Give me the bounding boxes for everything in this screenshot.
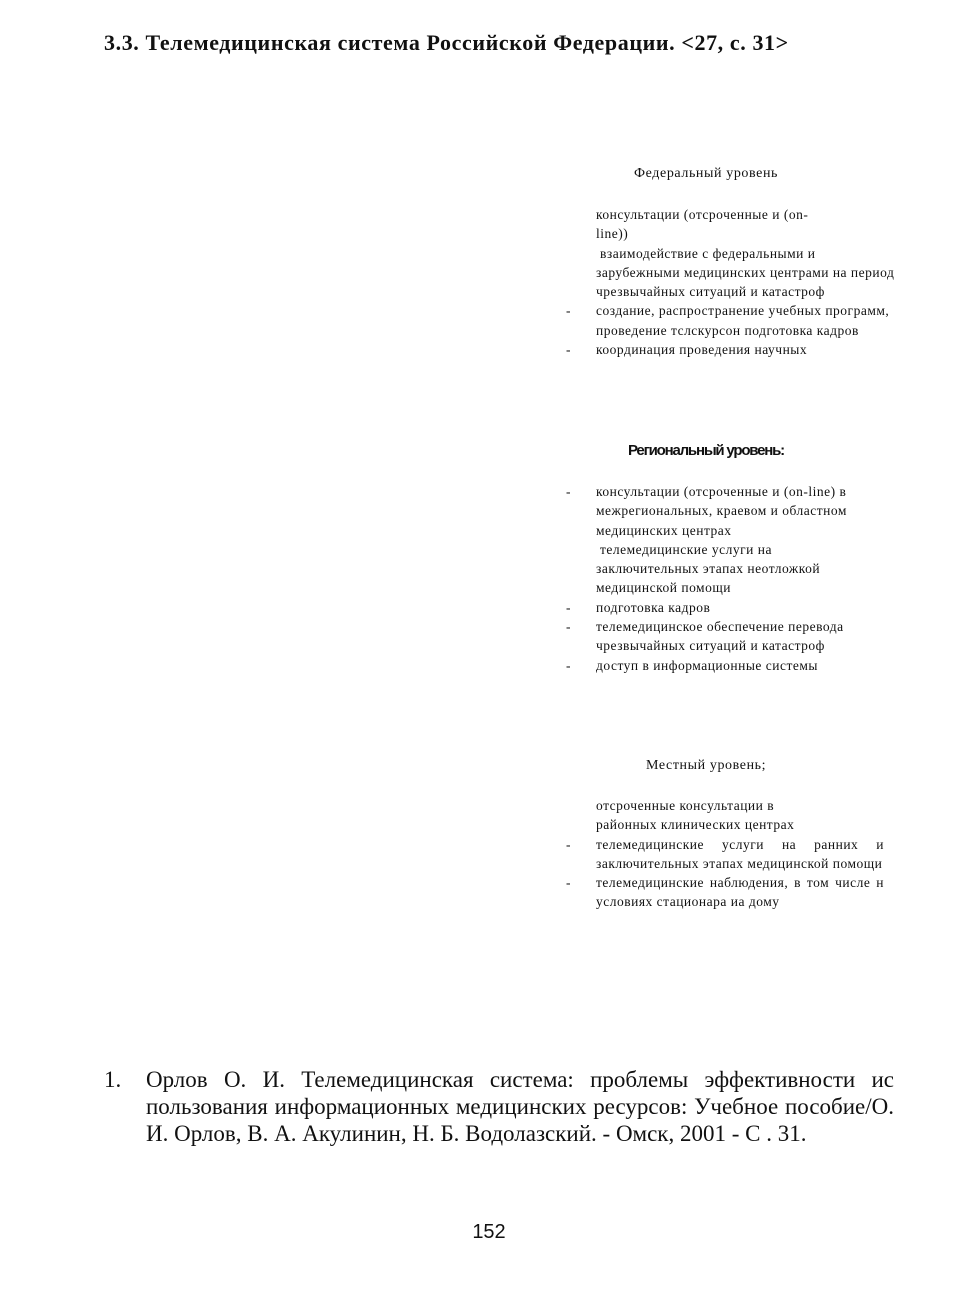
- list-dash: -: [566, 836, 571, 852]
- footnote-number: 1.: [104, 1067, 122, 1092]
- list-item-text: взаимодействие с федеральными и зарубежными медицинских центрами на период чрезвычайных ситуаций и катастроф: [596, 245, 895, 300]
- list-item-text: отсроченные консультации в районных клинических центрах: [596, 798, 795, 833]
- list-item: [566, 205, 822, 244]
- list-item: [566, 796, 828, 835]
- section-heading: 3.3. Телемедицинская система Российской Федерации. <27, с. 31>: [104, 30, 789, 55]
- list-dash: -: [566, 599, 571, 615]
- list-item-text: телемедицинское обеспечение перевода чрезвычайных ситуаций и катастроф: [596, 619, 844, 654]
- list-item: [566, 244, 896, 302]
- list-item-text: консультации (отсроченные и (on-line)): [596, 207, 809, 242]
- list-item-text: доступ в информационные системы: [596, 657, 819, 673]
- regional-level-title: Региональный уровень:: [628, 442, 784, 459]
- list-item: [566, 598, 896, 617]
- list-item-text: координация проведения научных: [596, 342, 808, 358]
- list-dash: -: [566, 875, 571, 891]
- list-item: [566, 301, 896, 340]
- list-item: [566, 340, 896, 359]
- list-item: [566, 540, 872, 598]
- list-item: [566, 617, 876, 656]
- list-item-text: телемедицинские наблюдения, в том числе н условиях стационара иа дому: [596, 875, 884, 910]
- page-number: 152: [472, 1221, 506, 1243]
- list-dash: -: [566, 484, 571, 499]
- list-item-text: консультации (отсроченные и (on-line) в межрегиональных, краевом и областном медицинских центрах: [596, 484, 847, 538]
- regional-level-list: [566, 482, 896, 675]
- list-item: [566, 873, 884, 912]
- list-item: [566, 656, 896, 675]
- federal-level-title: Федеральный уровень: [634, 166, 779, 181]
- list-item-text: телемедицинские услуги на ранних и заключительных этапах медицинской помощи: [596, 836, 884, 871]
- list-item-text: создание, распространение учебных программ, проведение тслскурсон подготовка кадров: [596, 303, 890, 338]
- local-level-list: [566, 796, 884, 912]
- federal-level-list: [566, 205, 896, 359]
- list-dash: -: [566, 303, 571, 319]
- list-item-text: телемедицинские услуги на заключительных этапах неотложкой медицинской помощи: [596, 541, 821, 596]
- list-dash: -: [566, 657, 571, 673]
- list-item: [566, 835, 884, 874]
- footnote: [104, 1066, 894, 1147]
- local-level-title: Местный уровень;: [646, 758, 767, 773]
- list-dash: -: [566, 619, 571, 635]
- footnote-text: Орлов О. И. Телемедицинская система: проблемы эффективности ис пользования информационных медицинских ресурсов: Учебное пособие/О. И. Орлов, В. А. Акулинин, Н. Б. Водолазский. - Омск, 2001 - С . 31.: [146, 1067, 894, 1146]
- list-item-text: подготовка кадров: [596, 599, 711, 615]
- list-item: [566, 482, 896, 540]
- list-dash: -: [566, 342, 571, 358]
